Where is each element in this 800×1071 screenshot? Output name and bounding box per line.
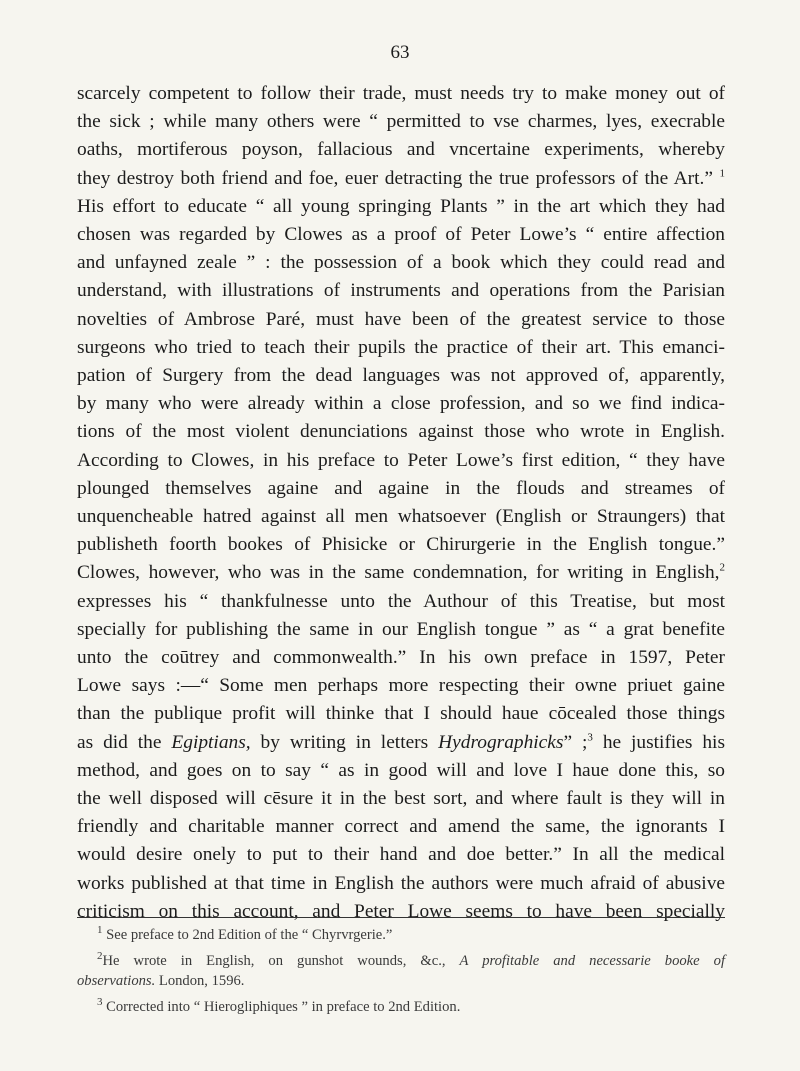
text-line: surgeons who tried to teach their pupils the practice of their art. This emanci- <box>77 336 725 358</box>
text-line: would desire onely to put to their hand and doe better.” In all the medical <box>77 844 725 866</box>
text-line: and unfayned zeale ” : the possession of a book which they could read and <box>77 252 725 274</box>
text-line: by many who were already within a close profession, and so we find indica- <box>77 393 725 415</box>
text-line: scarcely competent to follow their trade, must needs try to make money out of <box>77 83 725 104</box>
text-line: tions of the most violent denunciations against those who wrote in English. <box>77 421 725 443</box>
footnote-3: $^3$ Corrected into “ Hierogliphiques ” in preface to 2nd Edition. <box>97 996 461 1015</box>
text-line: unquencheable hatred against all men whatsoever (English or Straungers) that <box>77 506 725 528</box>
text-line: they destroy both friend and foe, euer detracting the true professors of the Art.” $^1$ <box>77 167 725 189</box>
italic-term: Hydrographicks <box>438 731 564 753</box>
page-number: 63 <box>390 42 410 63</box>
text-line: plounged themselves againe and againe in the flouds and streames of <box>77 477 725 499</box>
text-line: than the publique profit will thinke that I should haue cōcealed those things <box>77 703 725 725</box>
footnotes <box>77 925 725 1023</box>
text-line: works published at that time in English the authors were much afraid of abusive <box>77 872 725 894</box>
footnote-ref-2: 2 <box>719 561 725 574</box>
footnote-divider <box>77 917 725 918</box>
text-line: According to Clowes, in his preface to Peter Lowe’s first edition, “ they have <box>77 449 725 471</box>
text-line: method, and goes on to say “ as in good will and love I haue done this, so <box>77 759 725 781</box>
text-line: criticism on this account, and Peter Lowe seems to have been specially <box>77 900 725 922</box>
footnote-ref-1: 1 <box>719 167 725 180</box>
text-line: pation of Surgery from the dead languages was not approved of, apparently, <box>77 365 725 387</box>
italic-term: Egiptians, <box>171 731 251 753</box>
text-line: His effort to educate “ all young springing Plants ” in the art which they had <box>77 195 725 217</box>
text-line: novelties of Ambrose Paré, must have been of the greatest service to those <box>77 308 725 330</box>
body-text <box>77 80 725 926</box>
text-line: expresses his “ thankfulnesse unto the Authour of this Treatise, but most <box>77 590 725 612</box>
text-line: Clowes, however, who was in the same condemnation, for writing in English,$^2$ <box>77 561 725 584</box>
text-line: the sick ; while many others were “ permitted to vse charmes, lyes, execrable <box>77 111 725 133</box>
text-line: publisheth foorth bookes of Phisicke or Chirurgerie in the English tongue.” <box>77 534 725 556</box>
text-line: chosen was regarded by Clowes as a proof of Peter Lowe’s “ entire affection <box>77 224 725 246</box>
text-line: unto the coūtrey and commonwealth.” In his own preface in 1597, Peter <box>77 647 725 669</box>
footnote-ref-3: 3 <box>587 731 593 744</box>
text-line: specially for publishing the same in our English tongue ” as “ a grat benefite <box>77 618 725 640</box>
text-line: understand, with illustrations of instruments and operations from the Parisian <box>77 280 725 302</box>
text-line: the well disposed will cēsure it in the best sort, and where fault is they will in <box>77 788 725 810</box>
text-line: as did the Egiptians, by writing in letters Hydrographicks” ;$^3$ he justifies his <box>77 731 725 753</box>
text-line: Lowe says :—“ Some men perhaps more respecting their owne priuet gaine <box>77 675 725 697</box>
text-line: oaths, mortiferous poyson, fallacious and vncertaine experiments, whereby <box>77 139 725 161</box>
text-line: friendly and charitable manner correct and amend the same, the ignorants I <box>77 816 725 838</box>
footnote-1: $^1$ See preface to 2nd Edition of the “ Chyrvrgerie.” <box>97 924 393 943</box>
footnote-2: $^2$He wrote in English, on gunshot wounds, &c., A profitable and necessarie booke of observations. London, 1596. <box>77 950 725 989</box>
